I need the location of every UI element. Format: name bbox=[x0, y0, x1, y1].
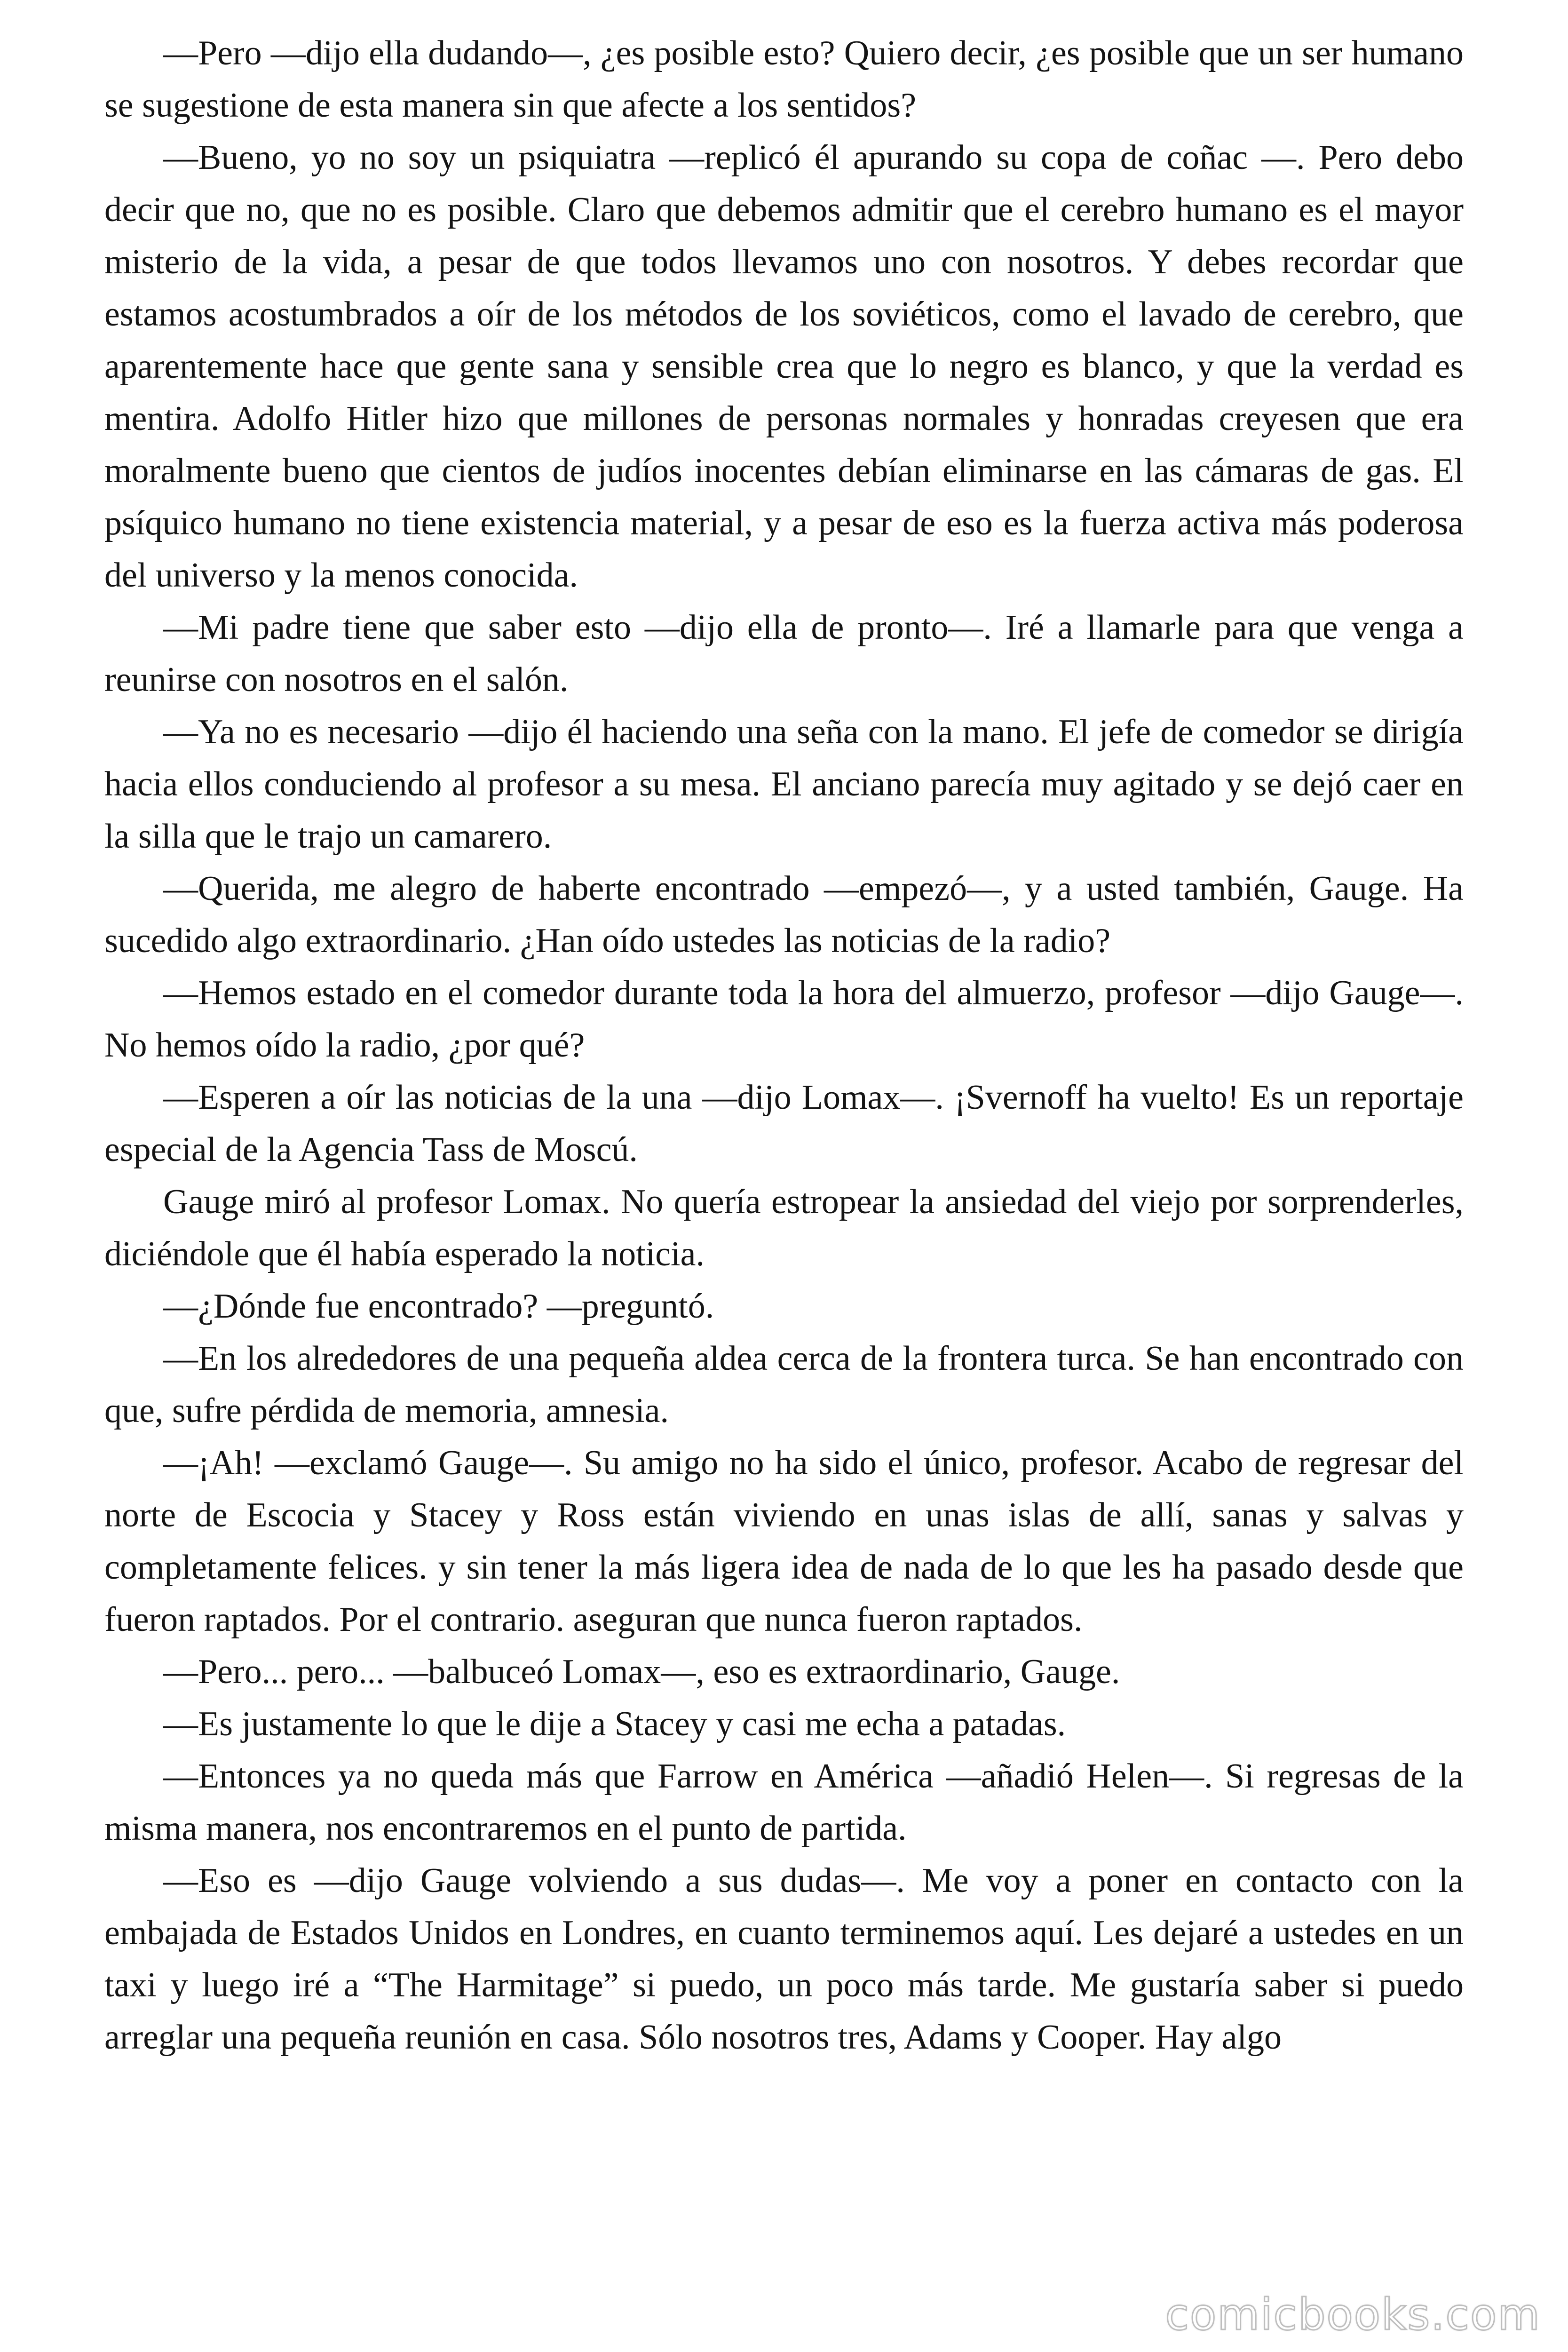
paragraph: —¡Ah! —exclamó Gauge—. Su amigo no ha sido el único, profesor. Acabo de regresar del norte de Escocia y Stacey y Ross están viviendo en unas islas de allí, sanas y salvas y completamente felices. y sin tener la más ligera idea de nada de lo que les ha pasado desde que fueron raptados. Por el contrario. aseguran que nunca fueron raptados. bbox=[104, 1444, 1464, 1639]
paragraph: —¿Dónde fue encontrado? —preguntó. bbox=[163, 1287, 714, 1326]
paragraph: —Querida, me alegro de haberte encontrado —empezó—, y a usted también, Gauge. Ha sucedido algo extraordinario. ¿Han oído ustedes las noticias de la radio? bbox=[104, 869, 1464, 960]
paragraph: —Bueno, yo no soy un psiquiatra —replicó él apurando su copa de coñac —. Pero debo decir que no, que no es posible. Claro que debemos admitir que el cerebro humano es el mayor misterio de la vida, a pesar de que todos llevamos uno con nosotros. Y debes recordar que estamos acostumbrados a oír de los métodos de los soviéticos, como el lavado de cerebro, que aparentemente hace que gente sana y sensible crea que lo negro es blanco, y que la verdad es mentira. Adolfo Hitler hizo que millones de personas normales y honradas creyesen que era moralmente bueno que cientos de judíos inocentes debían eliminarse en las cámaras de gas. El psíquico humano no tiene existencia material, y a pesar de eso es la fuerza activa más poderosa del universo y la menos conocida. bbox=[104, 138, 1464, 595]
paragraph: —Ya no es necesario —dijo él haciendo una seña con la mano. El jefe de comedor se dirigía hacia ellos conduciendo al profesor a su mesa. El anciano parecía muy agitado y se dejó caer en la silla que le trajo un camarero. bbox=[104, 713, 1464, 856]
paragraph: —Mi padre tiene que saber esto —dijo ella de pronto—. Iré a llamarle para que venga a reunirse con nosotros en el salón. bbox=[104, 608, 1464, 699]
paragraph: —Esperen a oír las noticias de la una —dijo Lomax—. ¡Svernoff ha vuelto! Es un reportaje especial de la Agencia Tass de Moscú. bbox=[104, 1078, 1464, 1169]
paragraph: —Pero... pero... —balbuceó Lomax—, eso es extraordinario, Gauge. bbox=[163, 1653, 1120, 1691]
paragraph: —Pero —dijo ella dudando—, ¿es posible esto? Quiero decir, ¿es posible que un ser humano se sugestione de esta manera sin que afecte a los sentidos? bbox=[104, 34, 1464, 125]
paragraph: —Eso es —dijo Gauge volviendo a sus dudas—. Me voy a poner en contacto con la embajada de Estados Unidos en Londres, en cuanto terminemos aquí. Les dejaré a ustedes en un taxi y luego iré a “The Harmitage” si puedo, un poco más tarde. Me gustaría saber si puedo arreglar una pequeña reunión en casa. Sólo nosotros tres, Adams y Cooper. Hay algo bbox=[104, 1861, 1464, 2057]
paragraph: Gauge miró al profesor Lomax. No quería estropear la ansiedad del viejo por sorprenderles, diciéndole que él había esperado la noticia. bbox=[104, 1183, 1464, 1273]
watermark: comicbooks.com bbox=[1165, 2289, 1541, 2340]
paragraph: —En los alrededores de una pequeña aldea cerca de la frontera turca. Se han encontrado con que, sufre pérdida de memoria, amnesia. bbox=[104, 1339, 1464, 1430]
paragraph: —Entonces ya no queda más que Farrow en América —añadió Helen—. Si regresas de la misma manera, nos encontraremos en el punto de partida. bbox=[104, 1757, 1464, 1848]
paragraph: —Hemos estado en el comedor durante toda la hora del almuerzo, profesor —dijo Gauge—. No hemos oído la radio, ¿por qué? bbox=[104, 974, 1464, 1065]
document-page bbox=[104, 27, 1464, 2064]
paragraph: —Es justamente lo que le dije a Stacey y casi me echa a patadas. bbox=[163, 1705, 1066, 1743]
